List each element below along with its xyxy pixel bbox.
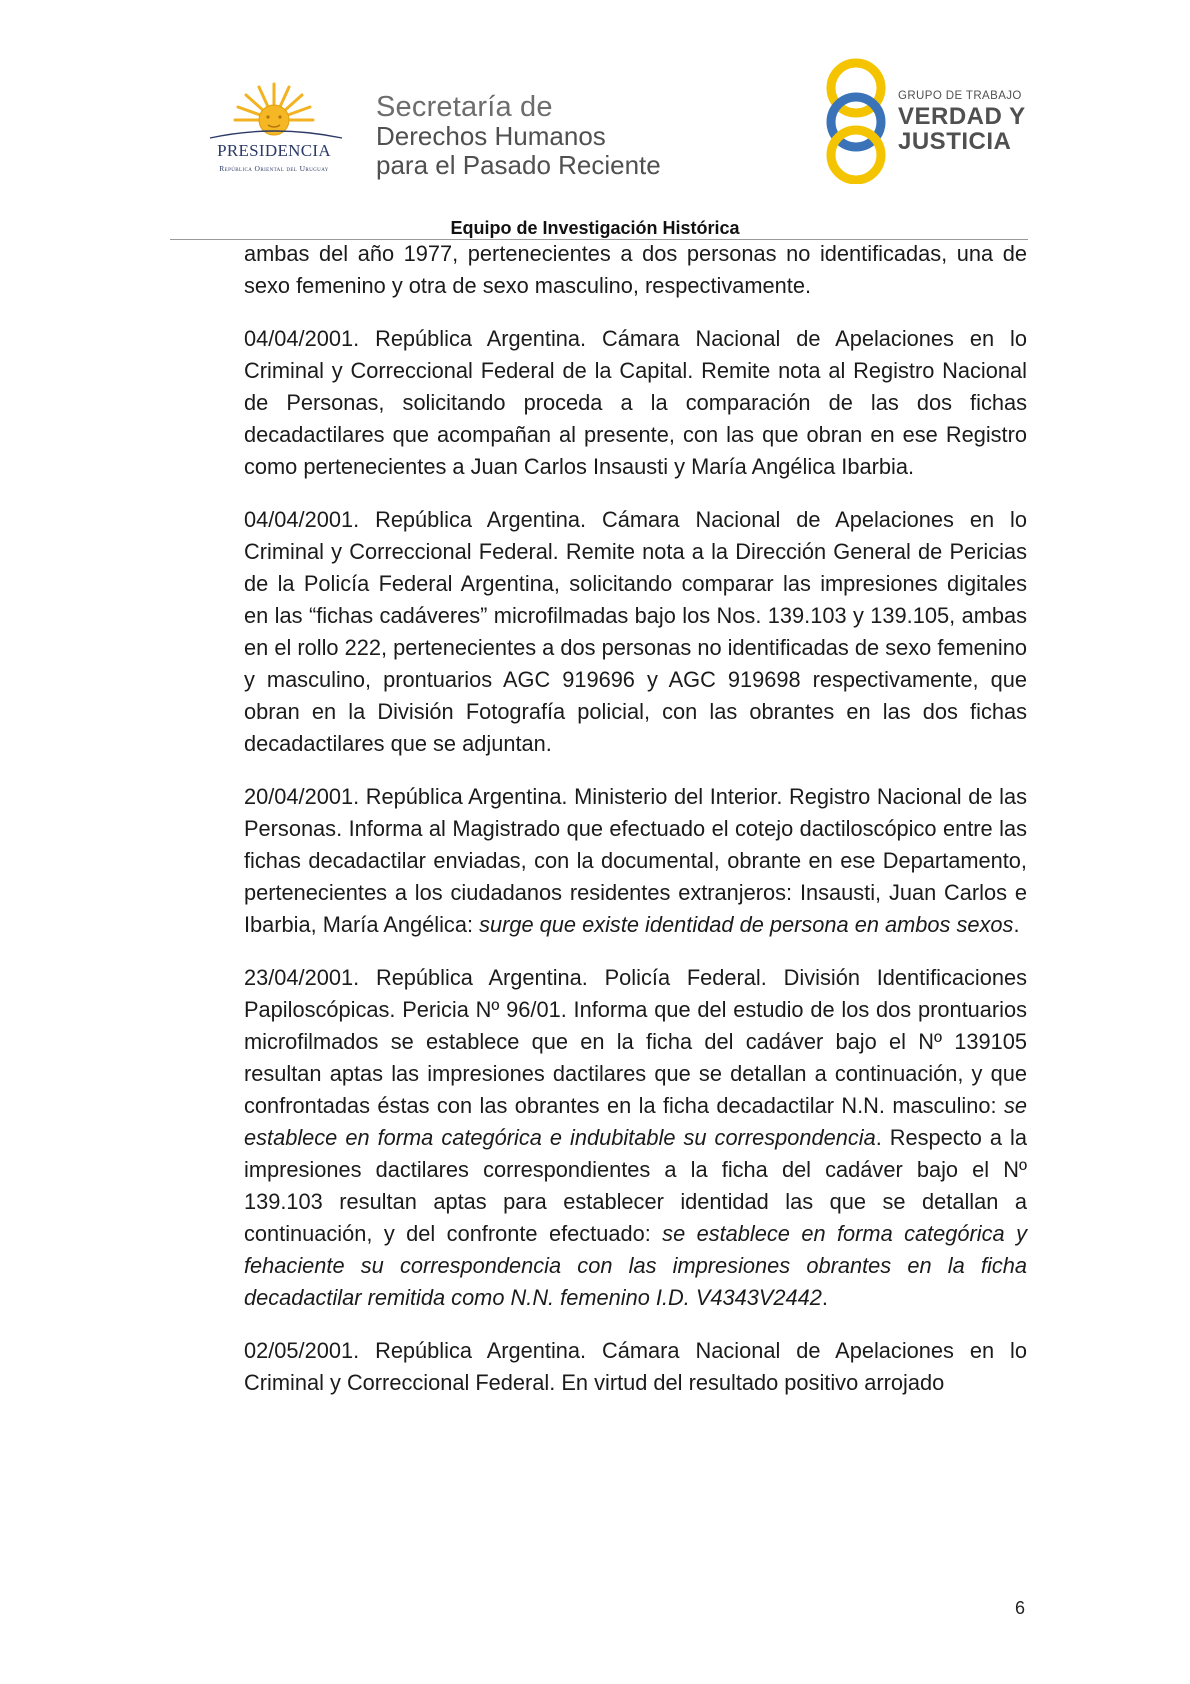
secretaria-line-1: Secretaría de	[376, 91, 553, 123]
paragraph-text: .	[821, 1285, 828, 1310]
paragraph	[244, 1335, 1027, 1399]
paragraph	[244, 962, 1027, 1314]
paragraph-text: . Respecto a la impresiones dactilares correspondientes a la ficha del cadáver bajo el Nº 139.103 resultan aptas para establecer identidad las que se detallan a continuación, y del confronte efectuado:	[244, 1125, 1027, 1246]
paragraph-text: 04/04/2001. República Argentina. Cámara Nacional de Apelaciones en lo Criminal y Correccional Federal. Remite nota a la Dirección General de Pericias de la Policía Federal Argentina, solicitando comparar las impresiones digitales en las “fichas cadáveres” microfilmadas bajo los Nos. 139.103 y 139.105, ambas en el rollo 222, pertenecientes a dos personas no identificadas de sexo femenino y masculino, prontuarios AGC 919696 y AGC 919698 respectivamente, que obran en la División Fotografía policial, con las obrantes en las dos fichas decadactilares que se adjuntan.	[244, 507, 1027, 756]
grupo-de-trabajo-label: GRUPO DE TRABAJO	[898, 90, 1022, 102]
paragraph-text: 02/05/2001. República Argentina. Cámara Nacional de Apelaciones en lo Criminal y Correccional Federal. En virtud del resultado positivo arrojado	[244, 1338, 1027, 1395]
verdad-y-label: VERDAD Y	[898, 103, 1026, 130]
interlocked-rings-icon	[820, 58, 900, 184]
sun-emblem-icon	[196, 80, 356, 142]
paragraph	[244, 504, 1027, 760]
presidencia-logo	[196, 80, 356, 180]
paragraph	[244, 238, 1027, 302]
page-number: 6	[1015, 1598, 1026, 1618]
paragraph-italic-text: se establece en forma categórica y fehaciente su correspondencia con las impresiones obrantes en la ficha decadactilar remitida como N.N. femenino I.D. V4343V2442	[244, 1221, 1027, 1310]
verdad-justicia-logo	[820, 58, 1040, 184]
paragraph-italic-text: se establece en forma categórica e indubitable su correspondencia	[244, 1093, 1027, 1150]
page-header	[0, 0, 1190, 240]
paragraph-text: .	[1013, 912, 1020, 937]
team-title: Equipo de Investigación Histórica	[450, 218, 740, 238]
secretaria-line-2: Derechos Humanos	[376, 121, 606, 151]
presidencia-name: PRESIDENCIA	[217, 141, 331, 160]
paragraph	[244, 781, 1027, 941]
paragraph-italic-text: surge que existe identidad de persona en ambos sexos	[479, 912, 1014, 937]
justicia-label: JUSTICIA	[898, 128, 1012, 155]
document-body	[244, 238, 1027, 1420]
presidencia-subtitle: República Oriental del Uruguay	[219, 164, 329, 173]
paragraph	[244, 323, 1027, 483]
paragraph-text: 04/04/2001. República Argentina. Cámara Nacional de Apelaciones en lo Criminal y Correccional Federal de la Capital. Remite nota al Registro Nacional de Personas, solicitando proceda a la comparación de las dos fichas decadactilares que acompañan al presente, con las que obran en ese Registro como pertenecientes a Juan Carlos Insausti y María Angélica Ibarbia.	[244, 326, 1027, 479]
secretaria-line-3: para el Pasado Reciente	[376, 150, 661, 180]
paragraph-text: 23/04/2001. República Argentina. Policía Federal. División Identificaciones Papiloscópicas. Pericia Nº 96/01. Informa que del estudio de los dos prontuarios microfilmados se establece que en la ficha del cadáver bajo el Nº 139105 resultan aptas las impresiones dactilares que se detallan a continuación, y que confrontadas éstas con las obrantes en la ficha decadactilar N.N. masculino:	[244, 965, 1027, 1118]
secretaria-logo-text	[376, 92, 661, 180]
paragraph-text: ambas del año 1977, pertenecientes a dos personas no identificadas, una de sexo femenino y otra de sexo masculino, respectivamente.	[244, 241, 1027, 298]
paragraph-text: 20/04/2001. República Argentina. Ministerio del Interior. Registro Nacional de las Personas. Informa al Magistrado que efectuado el cotejo dactiloscópico entre las fichas decadactilar enviadas, con la documental, obrante en ese Departamento, pertenecientes a los ciudadanos residentes extranjeros: Insausti, Juan Carlos e Ibarbia, María Angélica:	[244, 784, 1027, 937]
